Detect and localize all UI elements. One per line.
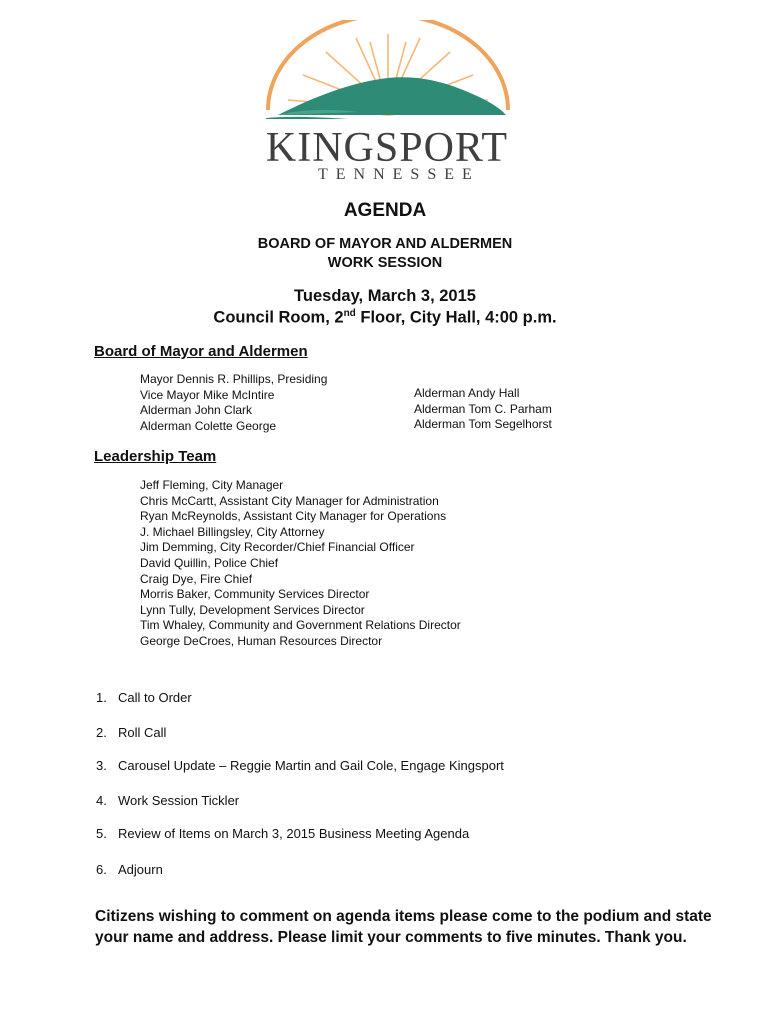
- board-title: BOARD OF MAYOR AND ALDERMEN: [257, 236, 513, 252]
- team-member: Ryan McReynolds, Assistant City Manager for Operations: [140, 509, 447, 524]
- mountain-icon: [266, 77, 506, 119]
- agenda-item: 4. Work Session Tickler: [96, 793, 240, 808]
- team-member: Craig Dye, Fire Chief: [140, 571, 253, 586]
- team-member: Morris Baker, Community Services Director: [140, 587, 370, 602]
- board-member: Alderman Colette George: [140, 418, 277, 433]
- session-title: WORK SESSION: [327, 255, 443, 271]
- meeting-date: Tuesday, March 3, 2015: [294, 287, 476, 305]
- board-member: Alderman John Clark: [140, 403, 253, 418]
- board-member: Alderman Tom C. Parham: [414, 401, 552, 416]
- agenda-item: 3. Carousel Update – Reggie Martin and Gail Cole, Engage Kingsport: [96, 758, 504, 773]
- board-member: Vice Mayor Mike McIntire: [140, 387, 275, 402]
- notice-line: Citizens wishing to comment on agenda items please come to the podium and state: [95, 908, 712, 925]
- team-member: Chris McCartt, Assistant City Manager for Administration: [140, 493, 439, 508]
- team-member: Tim Whaley, Community and Government Relations Director: [140, 618, 461, 633]
- board-list-right: [414, 386, 552, 433]
- leadership-list: [140, 478, 461, 650]
- board-heading: Board of Mayor and Aldermen: [94, 343, 308, 360]
- board-member: Mayor Dennis R. Phillips, Presiding: [140, 372, 328, 386]
- leadership-heading: Leadership Team: [94, 448, 217, 465]
- team-member: David Quillin, Police Chief: [140, 555, 279, 570]
- agenda-item: 2. Roll Call: [96, 725, 167, 740]
- logo-wordmark: KINGSPORT: [265, 125, 509, 171]
- board-member: Alderman Tom Segelhorst: [414, 417, 552, 432]
- agenda-item: 1. Call to Order: [96, 690, 192, 705]
- meeting-location: Council Room, 2nd Floor, City Hall, 4:00 p.m.: [213, 308, 557, 327]
- notice-line: your name and address. Please limit your comments to five minutes. Thank you.: [95, 929, 687, 946]
- agenda-item: 5. Review of Items on March 3, 2015 Business Meeting Agenda: [96, 826, 470, 841]
- team-member: Lynn Tully, Development Services Director: [140, 602, 365, 617]
- board-list-left: [140, 372, 327, 434]
- team-member: George DeCroes, Human Resources Director: [140, 633, 383, 648]
- public-comment-notice: [95, 906, 712, 948]
- agenda-item: 6. Adjourn: [96, 862, 163, 877]
- team-member: Jim Demming, City Recorder/Chief Financial Officer: [140, 540, 415, 555]
- logo-subtitle: TENNESSEE: [318, 166, 480, 183]
- page-title: AGENDA: [343, 200, 427, 221]
- team-member: J. Michael Billingsley, City Attorney: [140, 524, 325, 539]
- board-member: Alderman Andy Hall: [414, 386, 520, 400]
- team-member: Jeff Fleming, City Manager: [140, 478, 284, 492]
